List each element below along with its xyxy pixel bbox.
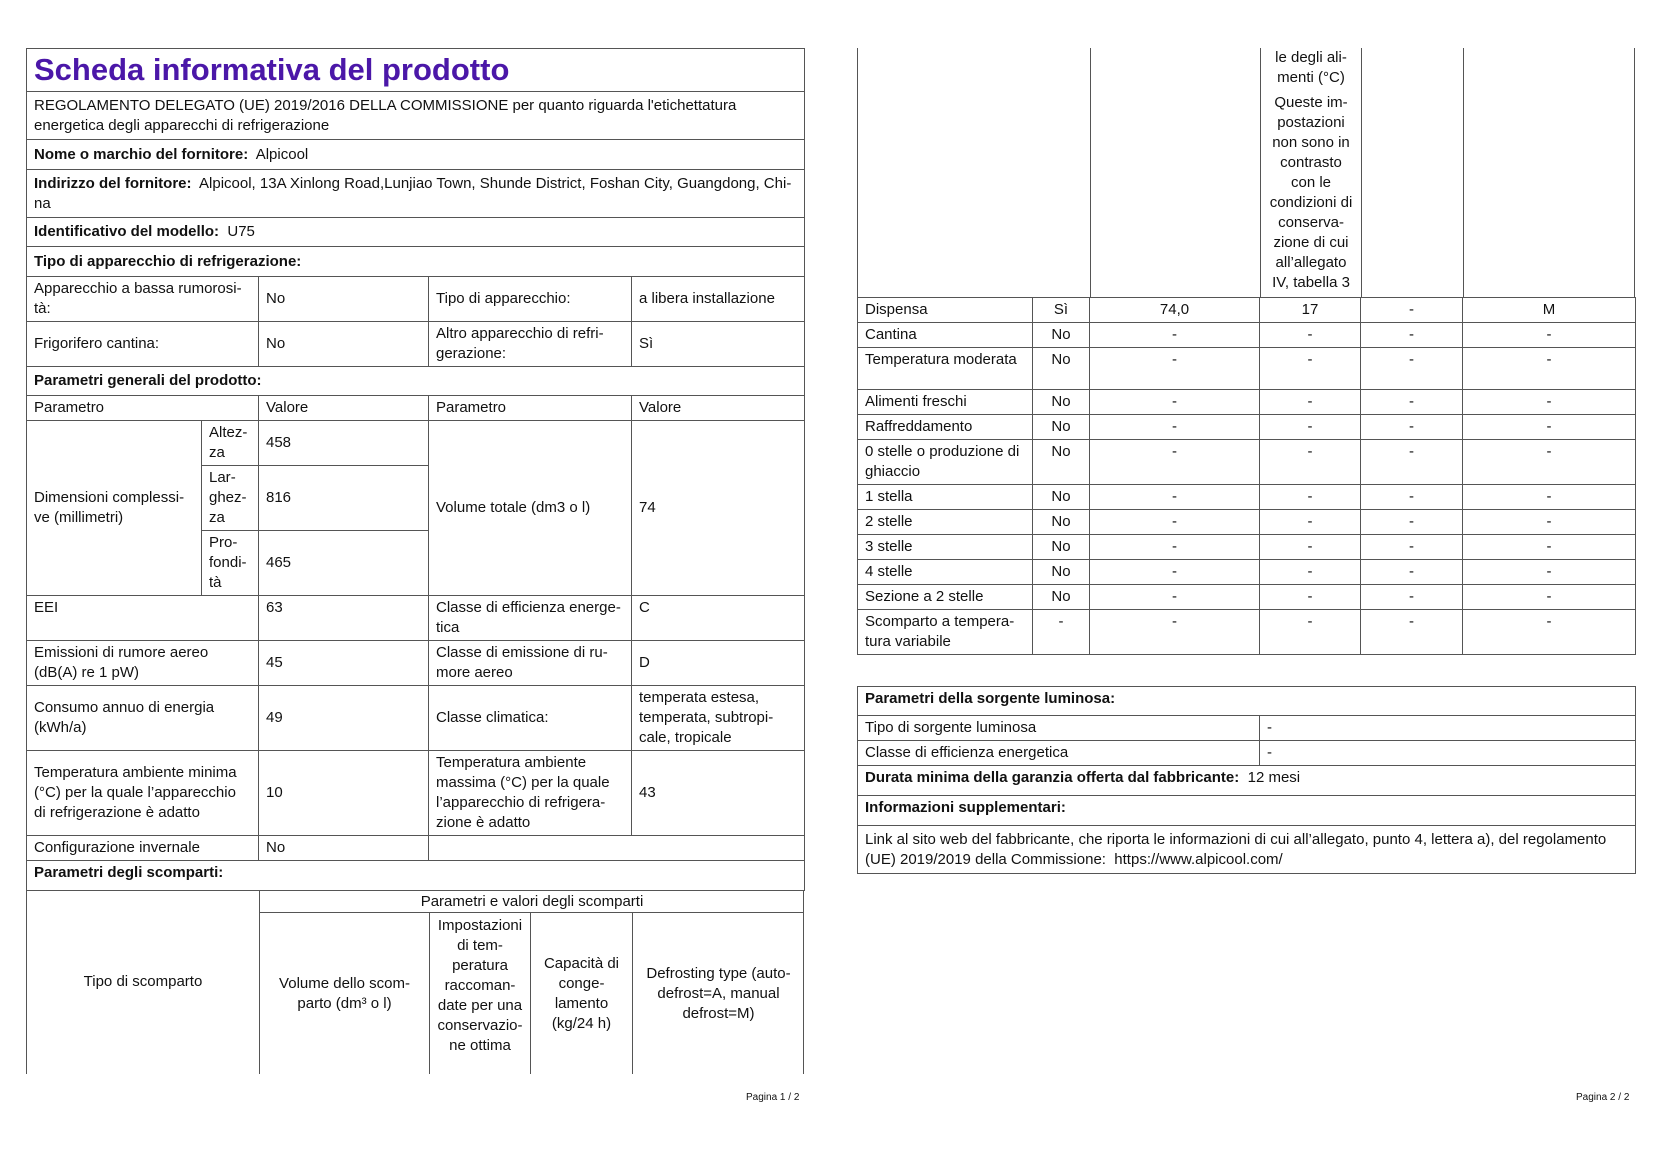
compartment-volume: - xyxy=(1090,560,1260,585)
eei-value: 63 xyxy=(259,596,429,641)
appliance-type-header: Tipo di apparecchio di refrigerazione: xyxy=(27,247,805,277)
consumption-label: Consumo annuo di energia (kWh/a) xyxy=(27,686,259,751)
compartment-name: Temperatura moderata xyxy=(858,348,1033,390)
compartment-row xyxy=(858,560,1636,585)
compartment-present: No xyxy=(1033,348,1090,390)
compartment-row xyxy=(858,585,1636,610)
compartment-volume: - xyxy=(1090,485,1260,510)
noise-class-value: D xyxy=(632,641,805,686)
compartment-freeze: - xyxy=(1361,323,1463,348)
regulation-text: REGOLAMENTO DELEGATO (UE) 2019/2016 DELLA COMMISSIONE per quanto riguarda l'etichettatura energetica degli apparecchi di refrigerazione xyxy=(27,92,805,140)
compartment-volume: - xyxy=(1090,585,1260,610)
extra-info-header: Informazioni supplementari: xyxy=(858,796,1636,826)
width-label: Larghezza xyxy=(202,466,259,531)
compartment-row xyxy=(858,323,1636,348)
winter-value: No xyxy=(259,836,429,861)
page-number: Pagina 1 / 2 xyxy=(746,1092,800,1103)
climate-value: temperata estesa, temperata, subtropicale, tropicale xyxy=(632,686,805,751)
compartment-volume: - xyxy=(1090,323,1260,348)
compartment-freeze: - xyxy=(1361,440,1463,485)
compartment-volume: - xyxy=(1090,415,1260,440)
col-header-param: Parametro xyxy=(429,396,632,421)
compartment-volume: - xyxy=(1090,440,1260,485)
compartment-name: Raffreddamento xyxy=(858,415,1033,440)
height-value: 458 xyxy=(259,421,429,466)
compartment-name: 4 stelle xyxy=(858,560,1033,585)
compartment-defrost: - xyxy=(1463,610,1636,655)
compartment-defrost: - xyxy=(1463,440,1636,485)
comp-volume-label: Volume dello scomparto (dm³ o l) xyxy=(279,974,410,1012)
depth-label: Profondità xyxy=(202,531,259,596)
page-1 xyxy=(26,48,804,1054)
light-class-value: - xyxy=(1260,741,1636,766)
col-header-value: Valore xyxy=(259,396,429,421)
light-type-value: - xyxy=(1260,716,1636,741)
compartment-temp: - xyxy=(1260,440,1361,485)
compartment-row xyxy=(858,298,1636,323)
compartment-defrost: - xyxy=(1463,485,1636,510)
compartments-subheader: Parametri e valori degli scomparti xyxy=(259,890,804,913)
appliance-type-label: Tipo di apparecchio: xyxy=(429,277,632,322)
compartment-freeze: - xyxy=(1361,560,1463,585)
compartment-volume: 74,0 xyxy=(1090,298,1260,323)
other-appliance-value: Sì xyxy=(632,322,805,367)
compartment-name: Alimenti freschi xyxy=(858,390,1033,415)
max-temp-value: 43 xyxy=(632,751,805,836)
light-type-label: Tipo di sorgente luminosa xyxy=(858,716,1260,741)
light-source-table xyxy=(857,686,1636,874)
volume-label: Volume totale (dm3 o l) xyxy=(429,421,632,596)
supplier-address: Alpicool, 13A Xinlong Road,Lunjiao Town, Shunde District, Foshan City, Guangdong, China xyxy=(34,174,792,212)
compartment-present: No xyxy=(1033,585,1090,610)
compartment-volume: - xyxy=(1090,348,1260,390)
warranty-value: 12 mesi xyxy=(1247,769,1301,786)
compartment-name: 2 stelle xyxy=(858,510,1033,535)
comp-type-label: Tipo di scomparto xyxy=(83,973,203,990)
page-title: Scheda informativa del prodotto xyxy=(27,49,805,92)
winter-label: Configurazione invernale xyxy=(27,836,259,861)
compartment-present: No xyxy=(1033,390,1090,415)
min-temp-value: 10 xyxy=(259,751,429,836)
noise-class-label: Classe di emissione di rumore aereo xyxy=(429,641,632,686)
compartment-row xyxy=(858,440,1636,485)
compartment-freeze: - xyxy=(1361,298,1463,323)
compartment-name: Scomparto a temperatura variabile xyxy=(858,610,1033,655)
compartment-defrost: - xyxy=(1463,560,1636,585)
compartment-temp: - xyxy=(1260,390,1361,415)
compartment-row xyxy=(858,415,1636,440)
compartment-freeze: - xyxy=(1361,415,1463,440)
consumption-value: 49 xyxy=(259,686,429,751)
compartment-present: No xyxy=(1033,440,1090,485)
energy-class-label: Classe di efficienza energetica xyxy=(429,596,632,641)
col-header-param: Parametro xyxy=(27,396,259,421)
compartment-name: 0 stelle o produzione di ghiaccio xyxy=(858,440,1033,485)
compartment-temp: - xyxy=(1260,585,1361,610)
compartment-temp: - xyxy=(1260,610,1361,655)
noise-value: 45 xyxy=(259,641,429,686)
compartment-name: 3 stelle xyxy=(858,535,1033,560)
compartment-defrost: - xyxy=(1463,323,1636,348)
compartment-temp: - xyxy=(1260,535,1361,560)
compartment-temp: - xyxy=(1260,323,1361,348)
max-temp-label: Temperatura ambiente massima (°C) per la quale l’apparecchio di refrigerazione è adatto xyxy=(429,751,632,836)
compartment-defrost: - xyxy=(1463,535,1636,560)
compartment-present: No xyxy=(1033,485,1090,510)
compartment-name: 1 stella xyxy=(858,485,1033,510)
compartment-temp: - xyxy=(1260,510,1361,535)
compartment-defrost: - xyxy=(1463,415,1636,440)
compartments-continuation xyxy=(857,48,1635,297)
model-id: U75 xyxy=(227,223,255,240)
compartments-table xyxy=(857,297,1636,655)
compartment-present: No xyxy=(1033,510,1090,535)
compartment-row xyxy=(858,485,1636,510)
compartment-name: Dispensa xyxy=(858,298,1033,323)
compartment-freeze: - xyxy=(1361,485,1463,510)
compartment-name: Sezione a 2 stelle xyxy=(858,585,1033,610)
compartment-freeze: - xyxy=(1361,510,1463,535)
extra-info-row: Link al sito web del fabbricante, che riporta le informazioni di cui all’allegato, punto 4, lettera a), del regolamento (UE) 2019/2019 della Commissione: https://www.alpicool.com/ xyxy=(858,826,1636,874)
dimensions-label: Dimensioni complessive (millimetri) xyxy=(27,421,202,596)
width-value: 816 xyxy=(259,466,429,531)
height-label: Altezza xyxy=(202,421,259,466)
compartment-defrost: - xyxy=(1463,585,1636,610)
supplier-name: Alpicool xyxy=(255,145,309,163)
product-info-table xyxy=(26,48,805,891)
comp-freeze-label: Capacità di congelamento (kg/24 h) xyxy=(543,954,620,1032)
general-params-header: Parametri generali del prodotto: xyxy=(27,367,805,396)
wine-label: Frigorifero cantina: xyxy=(27,322,259,367)
light-source-header: Parametri della sorgente luminosa: xyxy=(858,687,1636,716)
appliance-type-value: a libera installazione xyxy=(632,277,805,322)
compartment-present: No xyxy=(1033,323,1090,348)
compartment-temp: - xyxy=(1260,485,1361,510)
compartment-name: Cantina xyxy=(858,323,1033,348)
compartment-volume: - xyxy=(1090,510,1260,535)
comp-defrost-label: Defrosting type (auto-defrost=A, manual defrost=M) xyxy=(646,964,791,1022)
noise-label: Emissioni di rumore aereo (dB(A) re 1 pW) xyxy=(27,641,259,686)
compartment-defrost: - xyxy=(1463,510,1636,535)
compartments-header: Parametri degli scomparti: xyxy=(27,861,805,891)
compartment-row xyxy=(858,510,1636,535)
min-temp-label: Temperatura ambiente minima (°C) per la quale l’apparecchio di refrigerazione è adatto xyxy=(27,751,259,836)
other-appliance-label: Altro apparecchio di refrigerazione: xyxy=(429,322,632,367)
model-row: Identificativo del modello: U75 xyxy=(27,218,805,247)
compartments-header-block xyxy=(26,890,804,1074)
wine-value: No xyxy=(259,322,429,367)
compartment-freeze: - xyxy=(1361,348,1463,390)
compartment-present: Sì xyxy=(1033,298,1090,323)
compartment-temp: - xyxy=(1260,560,1361,585)
compartment-present: No xyxy=(1033,560,1090,585)
climate-label: Classe climatica: xyxy=(429,686,632,751)
compartment-temp: 17 xyxy=(1260,298,1361,323)
low-noise-label: Apparecchio a bassa rumorosità: xyxy=(27,277,259,322)
energy-class-value: C xyxy=(632,596,805,641)
compartment-row xyxy=(858,610,1636,655)
compartment-defrost: M xyxy=(1463,298,1636,323)
eei-label: EEI xyxy=(27,596,259,641)
depth-value: 465 xyxy=(259,531,429,596)
supplier-name-row: Nome o marchio del fornitore: Alpicool xyxy=(27,140,805,170)
comp-temp-label: Impostazioni di temperatura raccomandate per una conservazione ottima xyxy=(437,917,523,1054)
compartment-row xyxy=(858,535,1636,560)
compartment-row xyxy=(858,348,1636,390)
compartment-defrost: - xyxy=(1463,348,1636,390)
volume-value: 74 xyxy=(632,421,805,596)
comp-temp-continuation: le degli alimenti (°C) Queste impostazioni non sono in contrasto con le condizioni di conservazione di cui all’allegato IV, tabella 3 xyxy=(1269,49,1353,291)
supplier-address-row: Indirizzo del fornitore: Alpicool, 13A Xinlong Road,Lunjiao Town, Shunde District, Foshan City, Guangdong, China xyxy=(27,170,805,218)
compartment-freeze: - xyxy=(1361,610,1463,655)
compartment-row xyxy=(858,390,1636,415)
compartment-freeze: - xyxy=(1361,390,1463,415)
compartment-defrost: - xyxy=(1463,390,1636,415)
compartment-present: - xyxy=(1033,610,1090,655)
low-noise-value: No xyxy=(259,277,429,322)
compartment-volume: - xyxy=(1090,610,1260,655)
warranty-row: Durata minima della garanzia offerta dal fabbricante: 12 mesi xyxy=(858,766,1636,796)
compartment-temp: - xyxy=(1260,348,1361,390)
compartment-freeze: - xyxy=(1361,585,1463,610)
compartment-freeze: - xyxy=(1361,535,1463,560)
manufacturer-link[interactable]: https://www.alpicool.com/ xyxy=(1114,850,1283,868)
col-header-value: Valore xyxy=(632,396,805,421)
page-number: Pagina 2 / 2 xyxy=(1576,1092,1630,1103)
compartment-present: No xyxy=(1033,535,1090,560)
light-class-label: Classe di efficienza energetica xyxy=(858,741,1260,766)
compartment-present: No xyxy=(1033,415,1090,440)
compartment-temp: - xyxy=(1260,415,1361,440)
compartment-volume: - xyxy=(1090,390,1260,415)
compartment-volume: - xyxy=(1090,535,1260,560)
